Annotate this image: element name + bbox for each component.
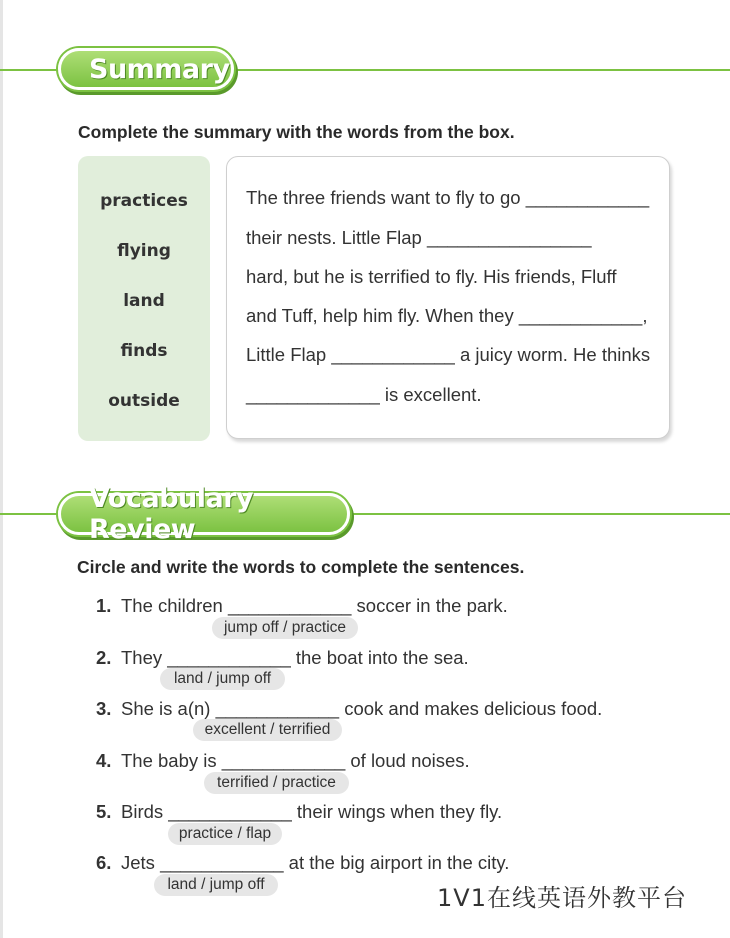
sentence-5	[96, 801, 502, 823]
sentence-6	[96, 852, 509, 874]
summary-line: hard, but he is terrified to fly. His friends, Fluff	[246, 266, 617, 287]
summary-instruction: Complete the summary with the words from the box.	[78, 122, 515, 142]
summary-line: _____________ is excellent.	[246, 384, 482, 405]
sentence-number: 5.	[96, 801, 112, 822]
sentence-text: Jets ____________ at the big airport in the city.	[121, 852, 510, 873]
watermark: 1V1在线英语外教平台	[437, 884, 687, 912]
vocab-instruction: Circle and write the words to complete the sentences.	[77, 557, 525, 577]
word-box-item: outside	[108, 391, 180, 411]
word-choice[interactable]: jump off / practice	[212, 617, 358, 639]
word-box-item: land	[123, 291, 165, 311]
sentence-number: 3.	[96, 698, 112, 719]
word-box-item: flying	[117, 241, 171, 261]
word-choice[interactable]: terrified / practice	[204, 772, 349, 794]
word-box	[78, 156, 210, 441]
word-box-item: practices	[100, 191, 188, 211]
sentence-number: 6.	[96, 852, 112, 873]
page-edge	[0, 0, 3, 938]
word-choice[interactable]: land / jump off	[160, 668, 285, 690]
word-choice[interactable]: excellent / terrified	[193, 719, 342, 741]
sentence-2	[96, 647, 469, 669]
sentence-1	[96, 595, 508, 617]
word-choice[interactable]: practice / flap	[168, 823, 282, 845]
summary-heading: Summary	[58, 48, 234, 90]
sentence-4	[96, 750, 470, 772]
word-box-item: finds	[120, 341, 168, 361]
summary-text-box	[226, 156, 670, 439]
sentence-number: 4.	[96, 750, 112, 771]
sentence-3	[96, 698, 602, 720]
summary-line: Little Flap ____________ a juicy worm. He thinks	[246, 344, 651, 365]
sentence-text: Birds ____________ their wings when they fly.	[121, 801, 503, 822]
summary-line: their nests. Little Flap ________________	[246, 227, 592, 248]
summary-line: The three friends want to fly to go ____________	[246, 187, 650, 208]
word-choice[interactable]: land / jump off	[154, 874, 278, 896]
summary-line: and Tuff, help him fly. When they ____________,	[246, 305, 648, 326]
sentence-number: 2.	[96, 647, 112, 668]
vocab-heading: Vocabulary Review	[58, 493, 350, 535]
sentence-text: They ____________ the boat into the sea.	[121, 647, 469, 668]
sentence-text: The children ____________ soccer in the park.	[121, 595, 508, 616]
sentence-text: The baby is ____________ of loud noises.	[121, 750, 470, 771]
sentence-text: She is a(n) ____________ cook and makes delicious food.	[121, 698, 603, 719]
sentence-number: 1.	[96, 595, 112, 616]
